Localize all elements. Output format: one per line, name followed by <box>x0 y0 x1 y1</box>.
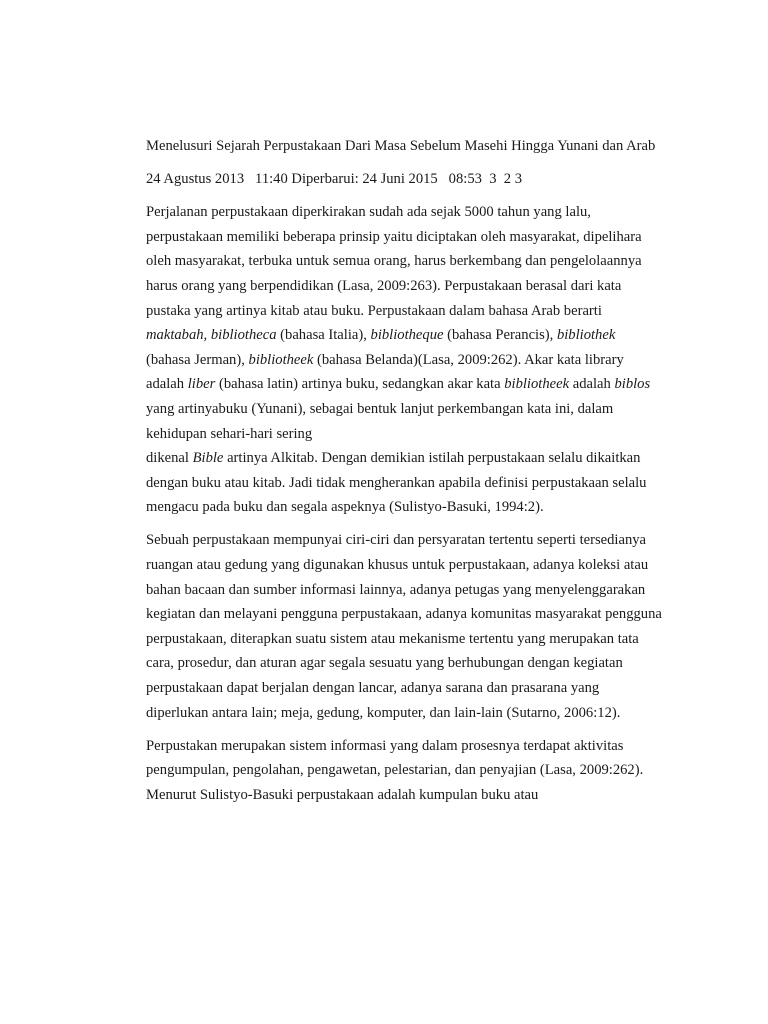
paragraph-1 <box>146 200 662 520</box>
paragraph-1-text: yang artinyabuku (Yunani), sebagai bentuk lanjut perkembangan kata ini, dalam kehidupan sehari-hari sering <box>146 400 614 442</box>
paragraph-2: Sebuah perpustakaan mempunyai ciri-ciri dan persyaratan tertentu seperti tersedianya ruangan atau gedung yang digunakan khusus untuk perpustakaan, adanya koleksi atau bahan bacaan dan sumber informasi lainnya, adanya petugas yang menyelenggarakan kegiatan dan melayani pengguna perpustakaan, adanya komunitas masyarakat pengguna perpustakaan, diterapkan suatu sistem atau mekanisme tertentu yang merupakan tata cara, prosedur, dan aturan agar segala sesuatu yang berhubungan dengan kegiatan perpustakaan dapat berjalan dengan lancar, adanya sarana dan prasarana yang diperlukan antara lain; meja, gedung, komputer, dan lain-lain (Sutarno, 2006:12). <box>146 532 662 721</box>
paragraph-1-text: dikenal <box>146 450 193 467</box>
paragraph-1-text: (bahasa Italia), <box>276 327 371 344</box>
document-body <box>146 134 662 816</box>
paragraph-1-term: bibliotheek <box>248 351 314 368</box>
paragraph-1-text: adalah <box>569 376 615 393</box>
document-title: Menelusuri Sejarah Perpustakaan Dari Masa Sebelum Masehi Hingga Yunani dan Arab <box>146 138 656 154</box>
paragraph-1-term: bibliotheque <box>370 327 444 344</box>
paragraph-1-term: bibliotheek <box>504 376 570 393</box>
paragraph-1-term: biblos <box>614 376 651 393</box>
paragraph-1-text: (bahasa Perancis), <box>443 327 557 344</box>
paragraph-1-term: liber <box>187 376 216 393</box>
paragraph-1-term: maktabah, bibliotheca <box>146 327 277 344</box>
paragraph-3: Perpustakan merupakan sistem informasi yang dalam prosesnya terdapat aktivitas pengumpulan, pengolahan, pengawetan, pelestarian, dan penyajian (Lasa, 2009:262). Menurut Sulistyo-Basuki perpustakaan adalah kumpulan buku atau <box>146 737 644 803</box>
paragraph-1-text: (bahasa Jerman), <box>146 351 249 368</box>
paragraph-1-text: Perjalanan perpustakaan diperkirakan sudah ada sejak 5000 tahun yang lalu, perpustakaan memiliki beberapa prinsip yaitu diciptakan oleh masyarakat, dipelihara oleh masyarakat, terbuka untuk semua orang, harus berkembang dan pengelolaannya harus orang yang berpendidikan (Lasa, 2009:263). Perpustakaan berasal dari kata pustaka yang artinya kitab atau buku. Perpustakaan dalam bahasa Arab berarti <box>146 204 642 319</box>
paragraph-1-term: bibliothek <box>556 327 616 344</box>
paragraph-1-text: artinya Alkitab. Dengan demikian istilah perpustakaan selalu dikaitkan dengan buku atau kitab. Jadi tidak mengherankan apabila definisi perpustakaan selalu mengacu pada buku dan segala aspeknya (Sulistyo-Basuki, 1994:2). <box>146 450 647 516</box>
paragraph-1-text: (bahasa latin) artinya buku, sedangkan akar kata <box>215 376 505 393</box>
paragraph-1-term: Bible <box>192 450 224 467</box>
document-meta: 24 Agustus 2013 11:40 Diperbarui: 24 Juni 2015 08:53 3 2 3 <box>146 171 523 188</box>
paragraph-1-text: (bahasa Belanda)(Lasa, 2009:262). Akar kata library adalah <box>146 351 624 393</box>
